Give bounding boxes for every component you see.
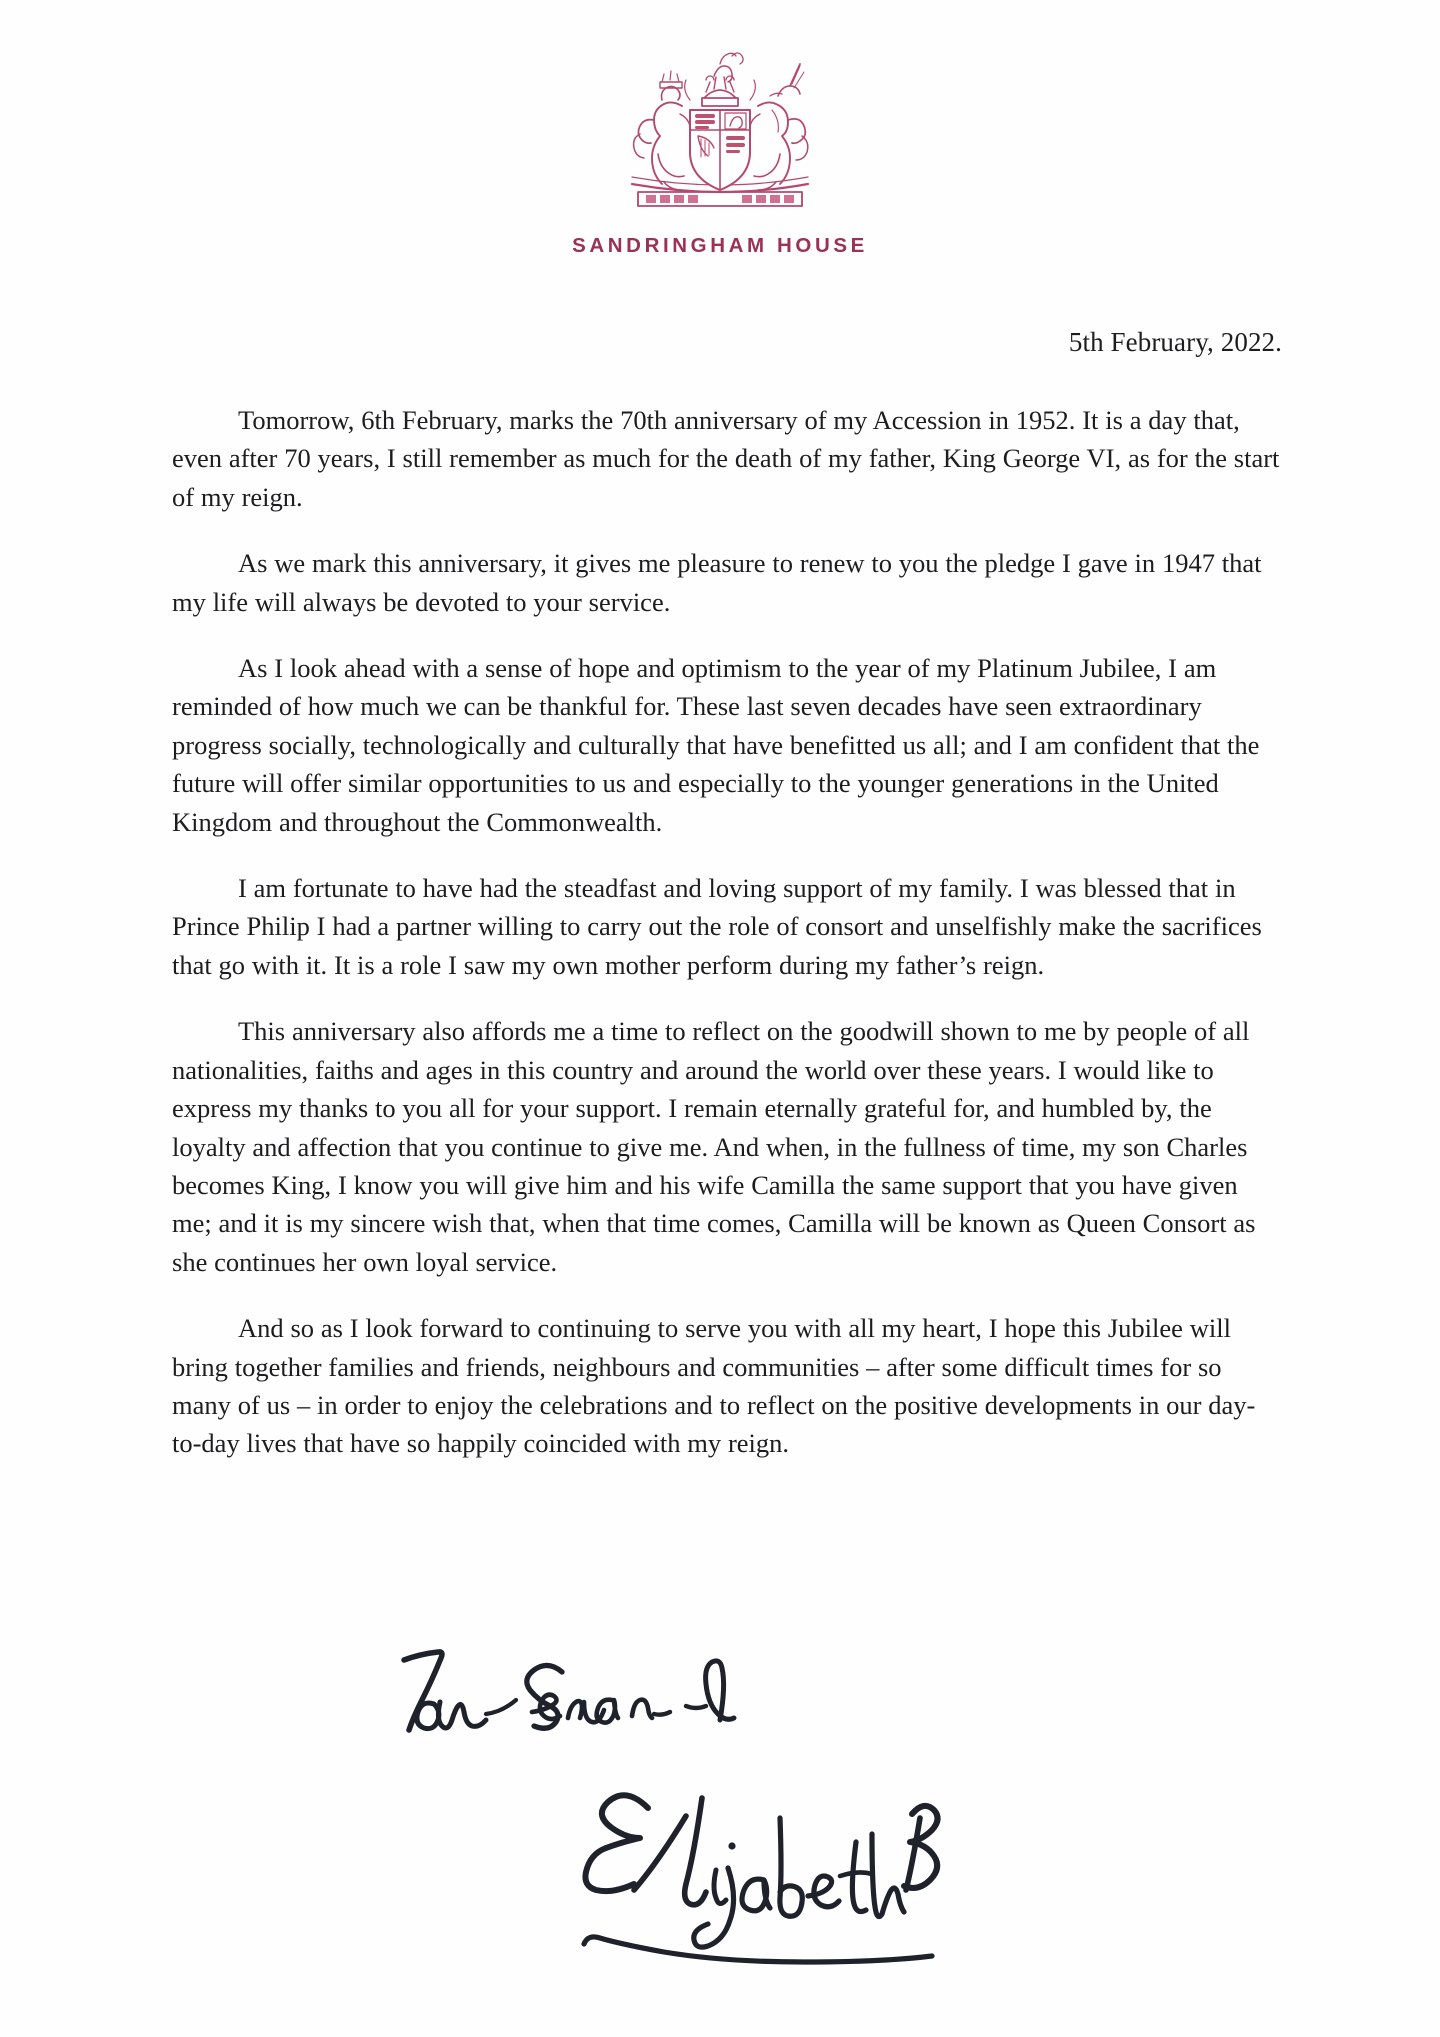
house-name: SANDRINGHAM HOUSE: [572, 234, 868, 257]
letter-date: 5th February, 2022.: [1068, 327, 1282, 357]
letterhead: [0, 44, 1440, 258]
paragraph: As I look ahead with a sense of hope and optimism to the year of my Platinum Jubilee, I am reminded of how much we can be thankful for. These last seven decades have seen extraordinary progress socially, technologically and culturally that have benefitted us all; and I am confident that the future will offer similar opportunities to us and especially to the younger generations in the United Kingdom and throughout the Commonwealth.: [172, 653, 1260, 837]
handwritten-signature-icon: [556, 1784, 976, 2014]
signature-block: [0, 1632, 1440, 2032]
handwritten-valediction-icon: [386, 1632, 786, 1772]
paragraph: This anniversary also affords me a time to reflect on the goodwill shown to me by people of all nationalities, faiths and ages in this country and around the world over these years. I would like to express my thanks to you all for your support. I remain eternally grateful for, and humbled by, the loyalty and affection that you continue to give me. And when, in the fullness of time, my son Charles becomes King, I know you will give him and his wife Camilla the same support that you have given me; and it is my sincere wish that, when that time comes, Camilla will be known as Queen Consort as she continues her own loyal service.: [172, 1016, 1256, 1277]
paragraph: And so as I look forward to continuing to serve you with all my heart, I hope this Jubilee will bring together families and friends, neighbours and communities – after some difficult times for so many of us – in order to enjoy the celebrations and to reflect on the positive developments in our day-to-day lives that have so happily coincided with my reign.: [172, 1313, 1256, 1459]
paragraph: I am fortunate to have had the steadfast and loving support of my family. I was blessed that in Prince Philip I had a partner willing to carry out the role of consort and unselfishly make the sacrifices that go with it. It is a role I saw my own mother perform during my father’s reign.: [172, 873, 1262, 980]
paragraph: As we mark this anniversary, it gives me pleasure to renew to you the pledge I gave in 1947 that my life will always be devoted to your service.: [172, 548, 1262, 617]
royal-coat-of-arms-icon: [594, 44, 846, 220]
paragraph: Tomorrow, 6th February, marks the 70th anniversary of my Accession in 1952. It is a day that, even after 70 years, I still remember as much for the death of my father, King George VI, as for the start of my reign.: [172, 405, 1280, 512]
letter-body: [172, 401, 1284, 1463]
